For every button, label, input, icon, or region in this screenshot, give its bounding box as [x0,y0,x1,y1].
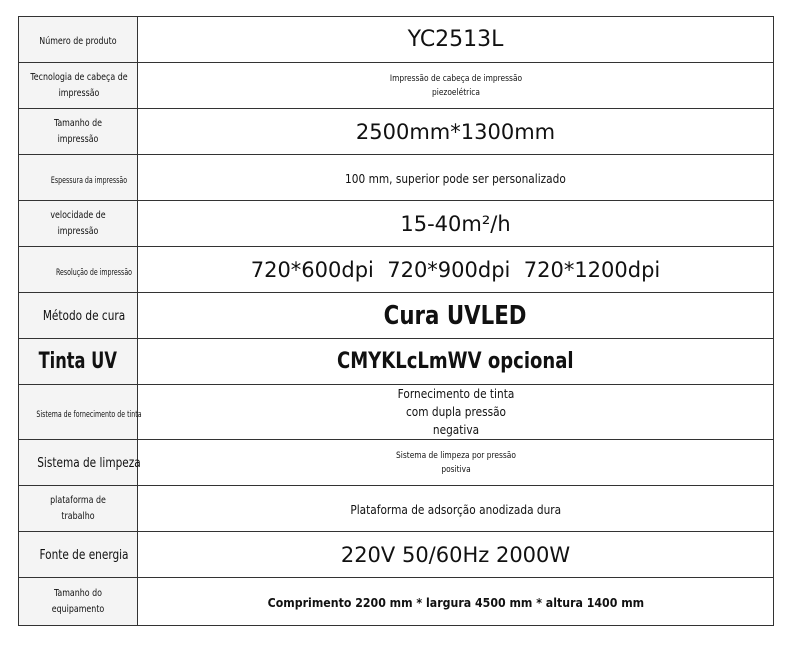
spec-value [138,385,774,440]
value-text: Fornecimento de tinta com dupla pressão negativa [397,387,514,437]
spec-value [138,201,774,247]
spec-row-ink-supply [19,385,774,440]
label-text: Sistema de fornecimento de tinta [36,410,142,420]
spec-value [138,532,774,578]
spec-label [19,17,138,63]
value-text: Plataforma de adsorção anodizada dura [350,503,561,517]
spec-label [19,578,138,626]
value-text: Comprimento 2200 mm * largura 4500 mm * altura 1400 mm [267,595,644,610]
spec-label [19,155,138,201]
spec-label [19,532,138,578]
value-text: 2500mm*1300mm [355,119,556,144]
spec-row-cleaning [19,440,774,486]
label-text: Tamanho do equipamento [51,587,105,615]
spec-row-speed [19,201,774,247]
label-text: Tinta UV [38,348,118,374]
spec-value [138,63,774,109]
label-text: velocidade de impressão [50,209,106,237]
spec-value [138,247,774,293]
spec-row-thickness [19,155,774,201]
value-text: YC2513L [407,27,504,52]
spec-value [138,155,774,201]
spec-label [19,385,142,440]
value-text: Cura UVLED [384,300,527,331]
spec-label [19,440,141,486]
spec-value [138,293,774,339]
spec-row-curing [19,293,774,339]
label-text: Resolução de impressão [55,267,133,278]
label-text: Método de cura [42,309,126,324]
spec-label [19,201,138,247]
label-text: Espessura da impressão [50,175,128,186]
spec-row-print-size [19,109,774,155]
value-text: Sistema de limpeza por pressão positiva [395,450,516,475]
label-text: Fonte de energia [39,548,129,563]
spec-row-product-number [19,17,774,63]
value-text: Impressão de cabeça de impressão piezoelétrica [389,73,522,98]
label-text: Sistema de limpeza [37,456,141,471]
spec-row-equipment-size [19,578,774,626]
spec-value [138,440,774,486]
value-text: CMYKLcLmWV opcional [337,349,574,374]
spec-value [138,109,774,155]
value-text: 220V 50/60Hz 2000W [340,542,571,567]
label-text: Tecnologia de cabeça de impressão [30,71,128,99]
spec-label [19,339,138,385]
spec-label [19,486,138,532]
spec-label [19,293,138,339]
value-text: 720*600dpi 720*900dpi 720*1200dpi [250,257,661,282]
spec-value [138,578,774,626]
spec-value [138,486,774,532]
spec-row-platform [19,486,774,532]
label-text: Número de produto [39,36,117,47]
spec-value [138,339,774,385]
spec-row-ink [19,339,774,385]
spec-row-head-tech [19,63,774,109]
spec-label [19,247,138,293]
spec-row-resolution [19,247,774,293]
spec-table [18,16,774,626]
value-text: 15-40m²/h [400,211,511,236]
spec-row-power [19,532,774,578]
spec-value [138,17,774,63]
spec-label [19,63,138,109]
label-text: Tamanho de impressão [53,117,103,145]
spec-label [19,109,138,155]
label-text: plataforma de trabalho [50,494,106,522]
value-text: 100 mm, superior pode ser personalizado [345,172,566,186]
